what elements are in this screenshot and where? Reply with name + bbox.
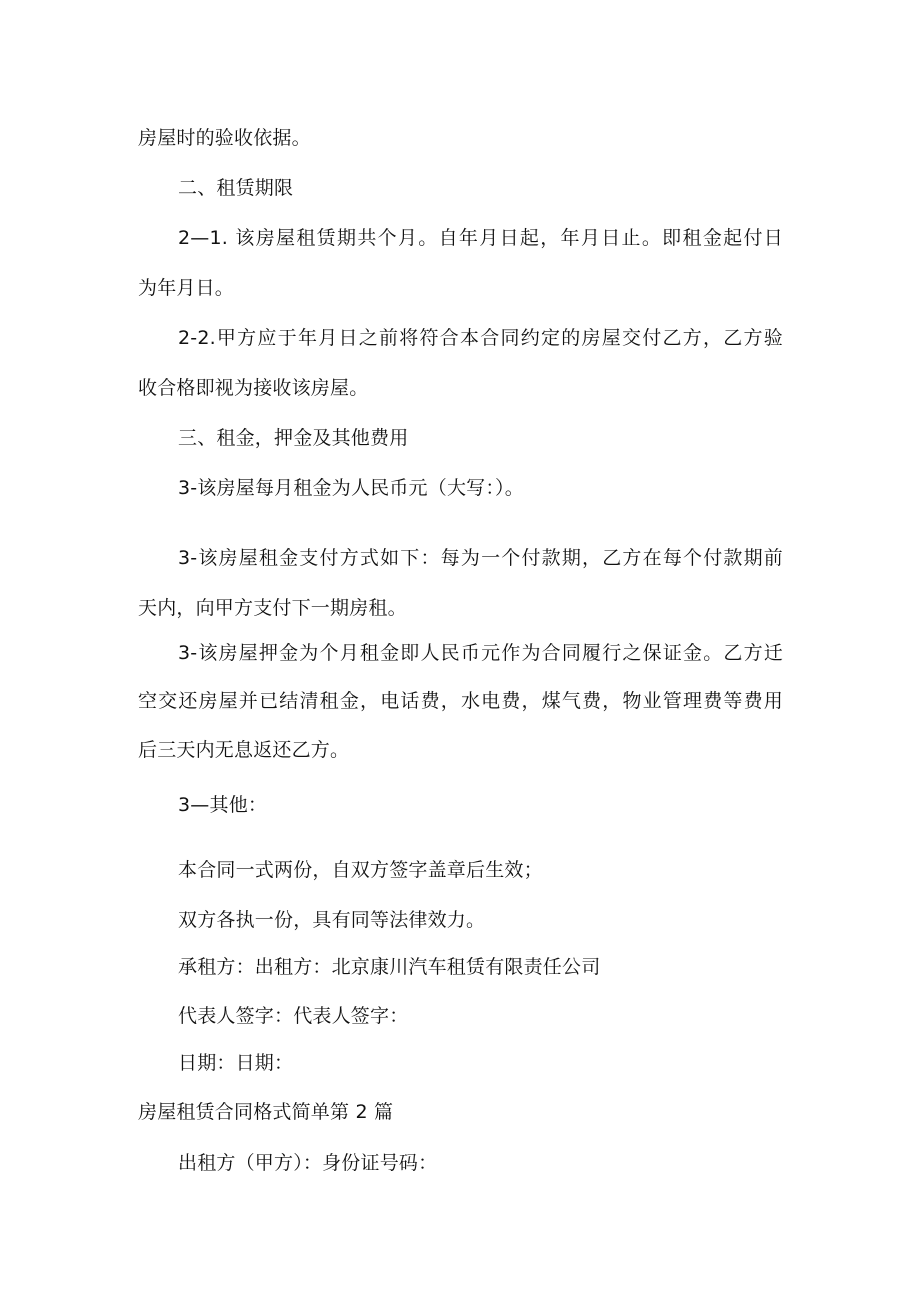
paragraph-line: 日期：日期： — [178, 1052, 294, 1074]
paragraph-line: 3—其他： — [178, 794, 268, 816]
paragraph-line: 收合格即视为接收该房屋。 — [138, 377, 369, 399]
paragraph-line: 为年月日。 — [138, 277, 235, 299]
section-heading: 二、租赁期限 — [178, 177, 294, 199]
paragraph-line: 代表人签字：代表人签字： — [178, 1005, 409, 1027]
paragraph-line: 2—1. 该房屋租赁期共个月。自年月日起，年月日止。即租金起付日 — [178, 227, 783, 249]
paragraph-line: 承租方：出租方：北京康川汽车租赁有限责任公司 — [178, 956, 601, 978]
paragraph-line: 房屋时的验收依据。 — [138, 127, 311, 149]
paragraph-line: 双方各执一份，具有同等法律效力。 — [178, 909, 486, 931]
section-heading: 三、租金，押金及其他费用 — [178, 427, 409, 449]
paragraph-line: 本合同一式两份，自双方签字盖章后生效； — [178, 859, 543, 881]
document-title: 房屋租赁合同格式简单第 2 篇 — [138, 1101, 394, 1123]
paragraph-line: 3-该房屋押金为个月租金即人民币元作为合同履行之保证金。乙方迁 — [178, 642, 783, 664]
paragraph-line: 空交还房屋并已结清租金，电话费，水电费，煤气费，物业管理费等费用 — [138, 690, 783, 712]
paragraph-line: 后三天内无息返还乙方。 — [138, 739, 350, 761]
paragraph-line: 3-该房屋租金支付方式如下：每为一个付款期，乙方在每个付款期前 — [178, 547, 783, 569]
paragraph-line: 天内，向甲方支付下一期房租。 — [138, 597, 407, 619]
paragraph-line: 出租方（甲方）：身份证号码： — [178, 1152, 438, 1174]
paragraph-line: 3-该房屋每月租金为人民币元（大写：）。 — [178, 477, 524, 499]
paragraph-line: 2-2.甲方应于年月日之前将符合本合同约定的房屋交付乙方，乙方验 — [178, 327, 783, 349]
